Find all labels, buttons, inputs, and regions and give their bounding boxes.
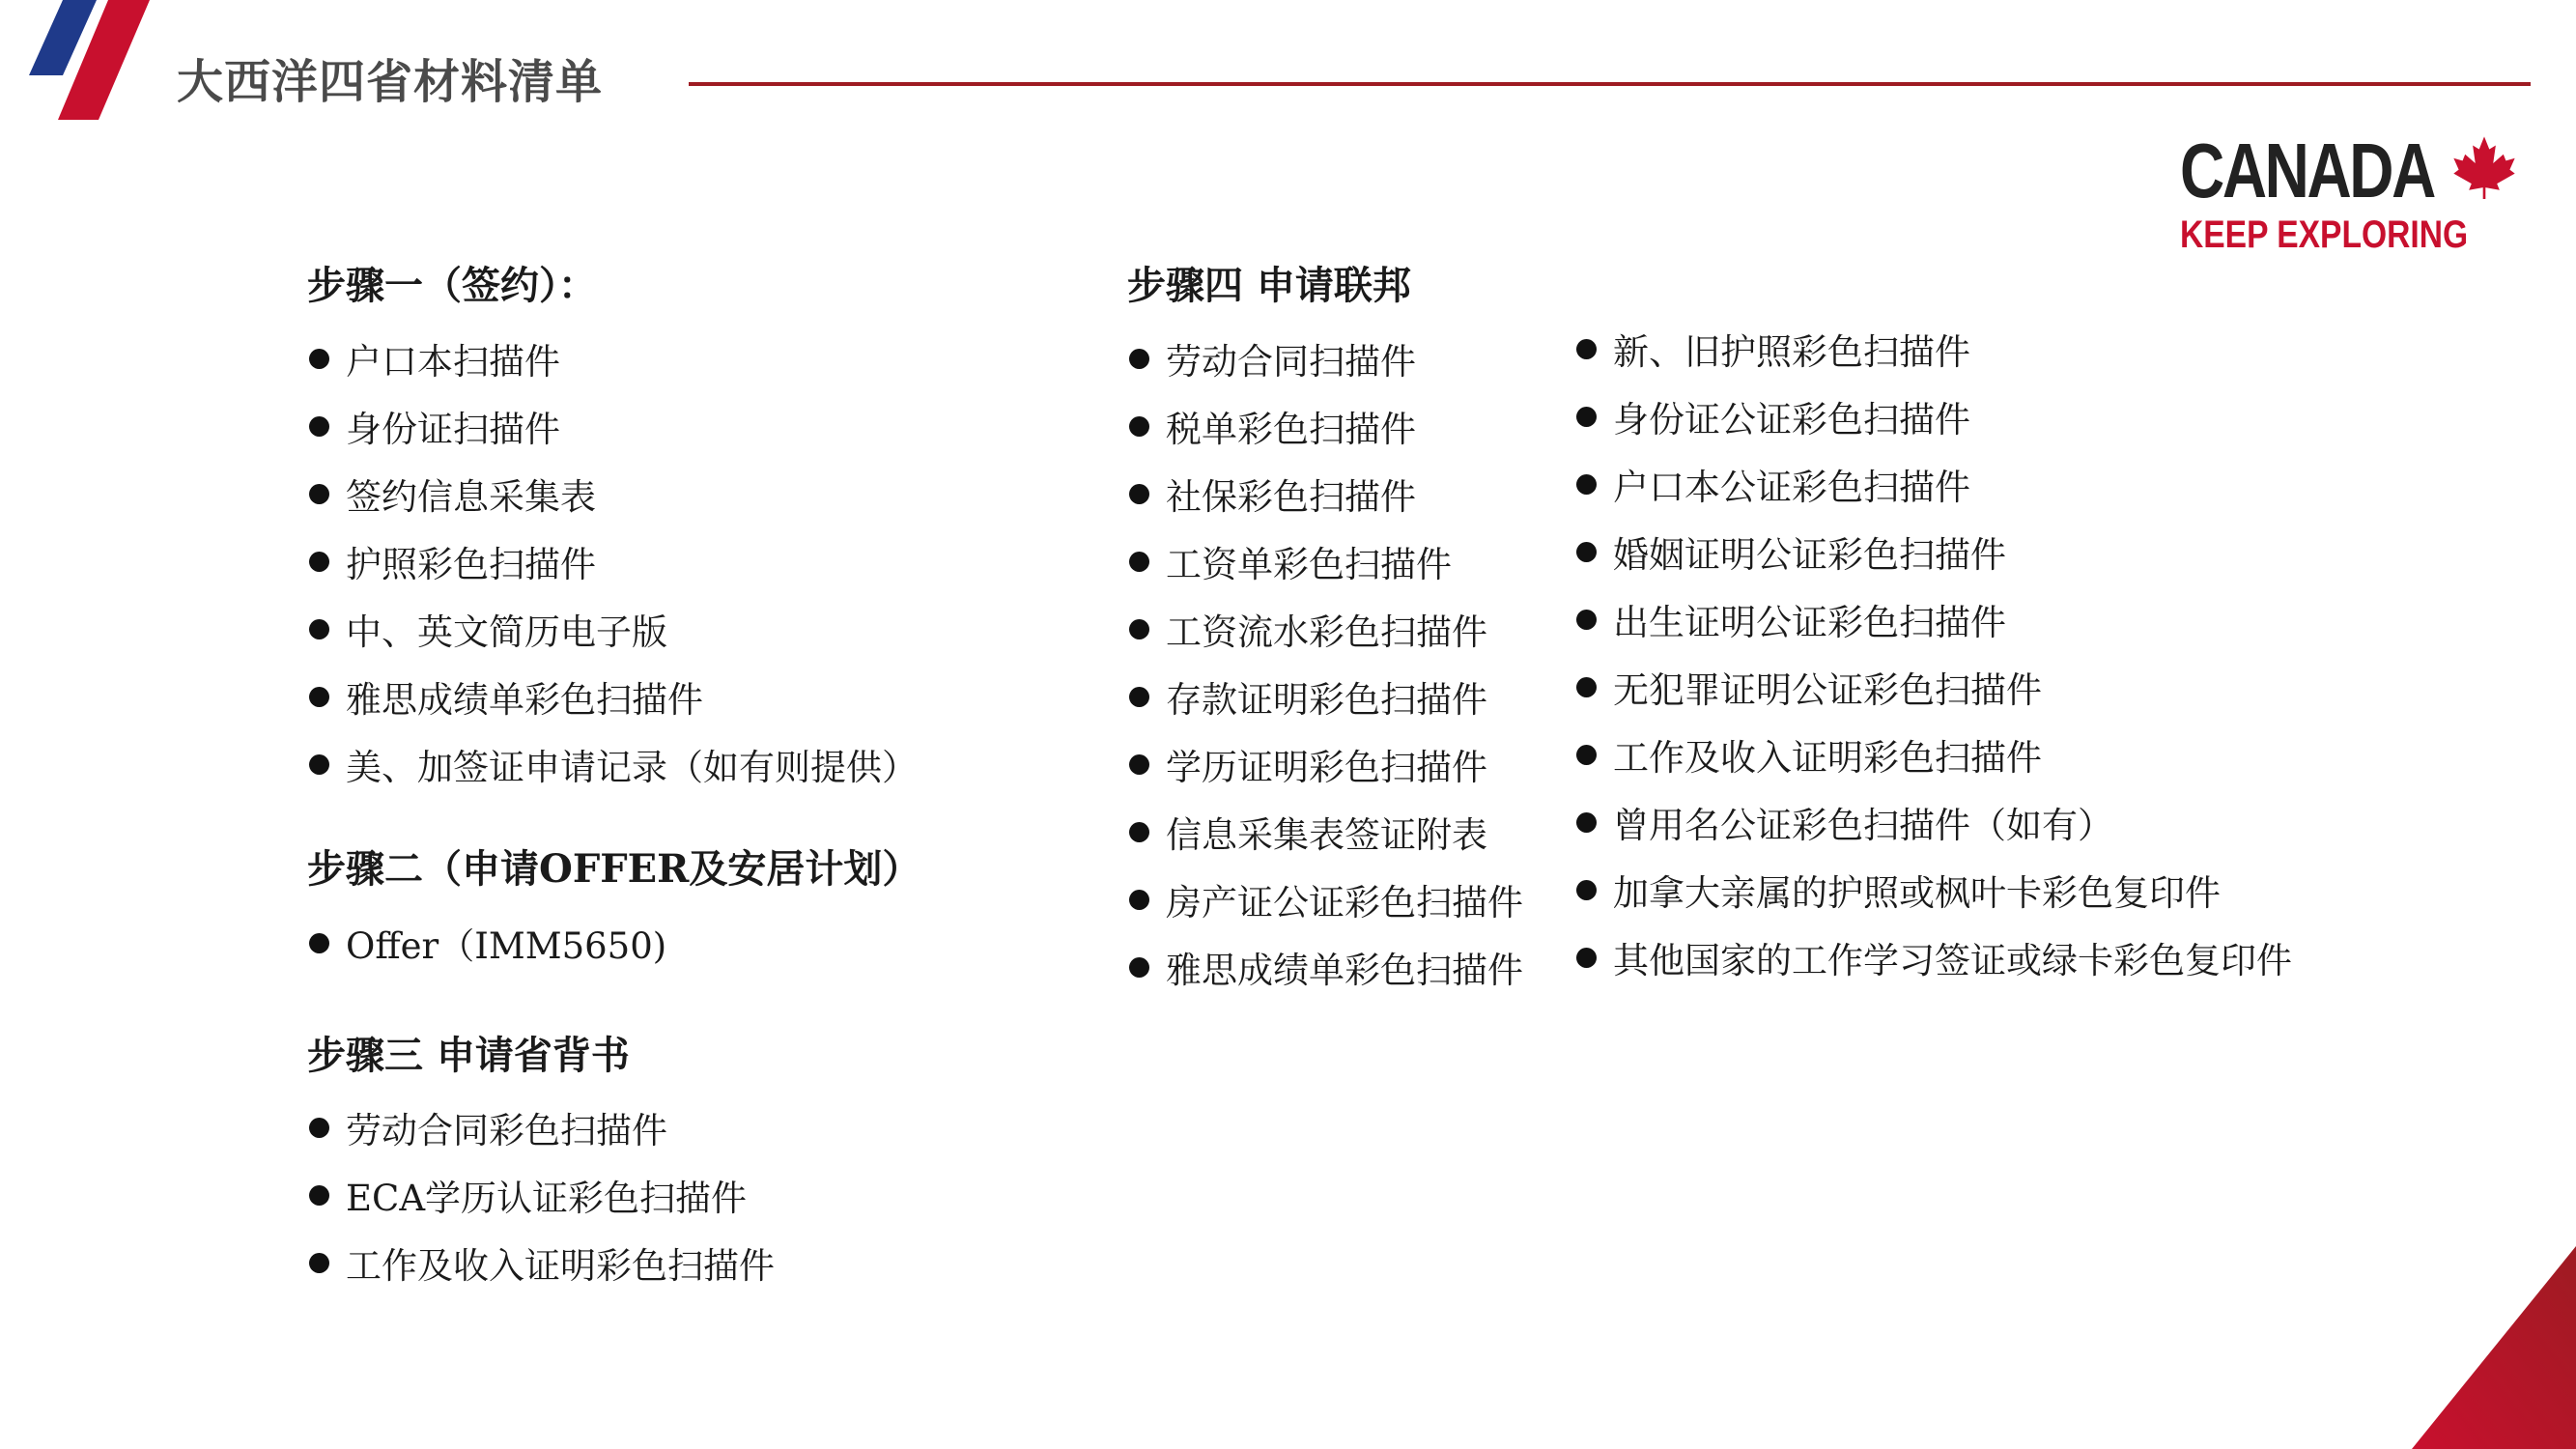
step1-heading: 步骤一（签约）： xyxy=(307,263,597,308)
list-item xyxy=(309,325,918,392)
bullet-icon xyxy=(1576,339,1597,359)
list-item xyxy=(309,460,918,527)
bullet-icon xyxy=(1576,948,1597,968)
bullet-icon xyxy=(309,687,329,707)
list-item-text: 新、旧护照彩色扫描件 xyxy=(1613,331,1970,373)
list-item xyxy=(1576,518,2292,585)
bullet-icon xyxy=(1129,957,1149,978)
list-item xyxy=(1129,663,1523,730)
logo-wordmark: CANADA xyxy=(2180,128,2434,213)
list-item-text: 身份证扫描件 xyxy=(346,409,560,450)
list-item xyxy=(1129,392,1523,460)
list-item xyxy=(1576,383,2292,450)
maple-leaf-icon xyxy=(2452,134,2516,200)
list-item xyxy=(1129,460,1523,527)
list-item xyxy=(309,392,918,460)
bullet-icon xyxy=(309,1118,329,1138)
canada-logo xyxy=(2178,130,2518,258)
list-item-text: ECA学历认证彩色扫描件 xyxy=(346,1178,748,1219)
list-item xyxy=(309,527,918,595)
bullet-icon xyxy=(1129,619,1149,639)
list-item-text: 学历证明彩色扫描件 xyxy=(1166,747,1487,788)
list-item xyxy=(1129,325,1523,392)
corner-red-decoration xyxy=(2383,1246,2576,1449)
list-item xyxy=(1576,585,2292,653)
list-item xyxy=(309,663,918,730)
bullet-icon xyxy=(309,416,329,437)
bullet-icon xyxy=(1129,822,1149,842)
list-item-text: 房产证公证彩色扫描件 xyxy=(1166,882,1523,923)
list-item-text: 中、英文简历电子版 xyxy=(346,611,667,653)
list-item-text: 雅思成绩单彩色扫描件 xyxy=(346,679,703,721)
list-item-text: 信息采集表签证附表 xyxy=(1166,814,1487,856)
bullet-icon xyxy=(309,484,329,504)
title-divider xyxy=(689,82,2531,86)
bullet-icon xyxy=(1129,552,1149,572)
step4-list-col2 xyxy=(1576,315,2292,991)
list-item xyxy=(1129,933,1523,1001)
step2-heading: 步骤二（申请OFFER及安居计划） xyxy=(307,846,921,892)
bullet-icon xyxy=(309,1185,329,1206)
list-item-text: 出生证明公证彩色扫描件 xyxy=(1613,602,2006,643)
bullet-icon xyxy=(1129,890,1149,910)
bullet-icon xyxy=(1129,416,1149,437)
list-item xyxy=(309,909,666,977)
list-item-text: 户口本公证彩色扫描件 xyxy=(1613,467,1970,508)
list-item xyxy=(309,595,918,663)
list-item-text: 无犯罪证明公证彩色扫描件 xyxy=(1613,669,2042,711)
logo-slogan: KEEP EXPLORING xyxy=(2180,213,2469,256)
bullet-icon xyxy=(1129,484,1149,504)
page-title: 大西洋四省材料清单 xyxy=(177,55,604,109)
bullet-icon xyxy=(1576,407,1597,427)
step4-heading: 步骤四 申请联邦 xyxy=(1127,263,1411,308)
list-item-text: 婚姻证明公证彩色扫描件 xyxy=(1613,534,2006,576)
list-item-text: 税单彩色扫描件 xyxy=(1166,409,1416,450)
list-item xyxy=(1576,856,2292,923)
step2-list xyxy=(309,909,666,977)
list-item-text: 工资流水彩色扫描件 xyxy=(1166,611,1487,653)
list-item-text: 劳动合同彩色扫描件 xyxy=(346,1110,667,1151)
list-item xyxy=(1576,450,2292,518)
list-item-text: 护照彩色扫描件 xyxy=(346,544,596,585)
list-item-text: 其他国家的工作学习签证或绿卡彩色复印件 xyxy=(1613,940,2292,981)
bullet-icon xyxy=(1576,542,1597,562)
list-item-text: 工资单彩色扫描件 xyxy=(1166,544,1452,585)
list-item xyxy=(1576,653,2292,721)
step1-list xyxy=(309,325,918,798)
list-item-text: 户口本扫描件 xyxy=(346,341,560,383)
list-item xyxy=(1576,315,2292,383)
list-item-text: 身份证公证彩色扫描件 xyxy=(1613,399,1970,440)
step3-heading: 步骤三 申请省背书 xyxy=(307,1033,630,1078)
bullet-icon xyxy=(309,1253,329,1273)
list-item-text: 劳动合同扫描件 xyxy=(1166,341,1416,383)
bullet-icon xyxy=(1129,687,1149,707)
list-item-text: 美、加签证申请记录（如有则提供） xyxy=(346,747,918,788)
list-item xyxy=(1129,527,1523,595)
list-item xyxy=(309,1161,775,1229)
bullet-icon xyxy=(309,619,329,639)
bullet-icon xyxy=(1576,812,1597,833)
bullet-icon xyxy=(309,933,329,953)
list-item xyxy=(1129,866,1523,933)
list-item xyxy=(309,1229,775,1296)
list-item xyxy=(1129,798,1523,866)
list-item xyxy=(1129,730,1523,798)
list-item-text: 社保彩色扫描件 xyxy=(1166,476,1416,518)
bullet-icon xyxy=(1576,677,1597,697)
bullet-icon xyxy=(1129,754,1149,775)
list-item-text: 存款证明彩色扫描件 xyxy=(1166,679,1487,721)
bullet-icon xyxy=(309,552,329,572)
corner-stripes-decoration xyxy=(0,0,193,126)
list-item xyxy=(1576,721,2292,788)
step3-list xyxy=(309,1094,775,1296)
bullet-icon xyxy=(1576,474,1597,495)
bullet-icon xyxy=(1576,880,1597,900)
bullet-icon xyxy=(1576,610,1597,630)
step4-list xyxy=(1129,325,1523,1001)
bullet-icon xyxy=(1576,745,1597,765)
list-item-text: 雅思成绩单彩色扫描件 xyxy=(1166,950,1523,991)
list-item-text: 工作及收入证明彩色扫描件 xyxy=(1613,737,2042,779)
list-item-text: 曾用名公证彩色扫描件（如有） xyxy=(1613,805,2113,846)
list-item xyxy=(309,730,918,798)
list-item-text: 工作及收入证明彩色扫描件 xyxy=(346,1245,775,1287)
list-item xyxy=(1576,923,2292,991)
bullet-icon xyxy=(1129,349,1149,369)
list-item xyxy=(309,1094,775,1161)
bullet-icon xyxy=(309,754,329,775)
bullet-icon xyxy=(309,349,329,369)
list-item xyxy=(1576,788,2292,856)
list-item-text: 加拿大亲属的护照或枫叶卡彩色复印件 xyxy=(1613,872,2221,914)
list-item-text: 签约信息采集表 xyxy=(346,476,596,518)
list-item-text: Offer（IMM5650) xyxy=(346,925,667,967)
list-item xyxy=(1129,595,1523,663)
